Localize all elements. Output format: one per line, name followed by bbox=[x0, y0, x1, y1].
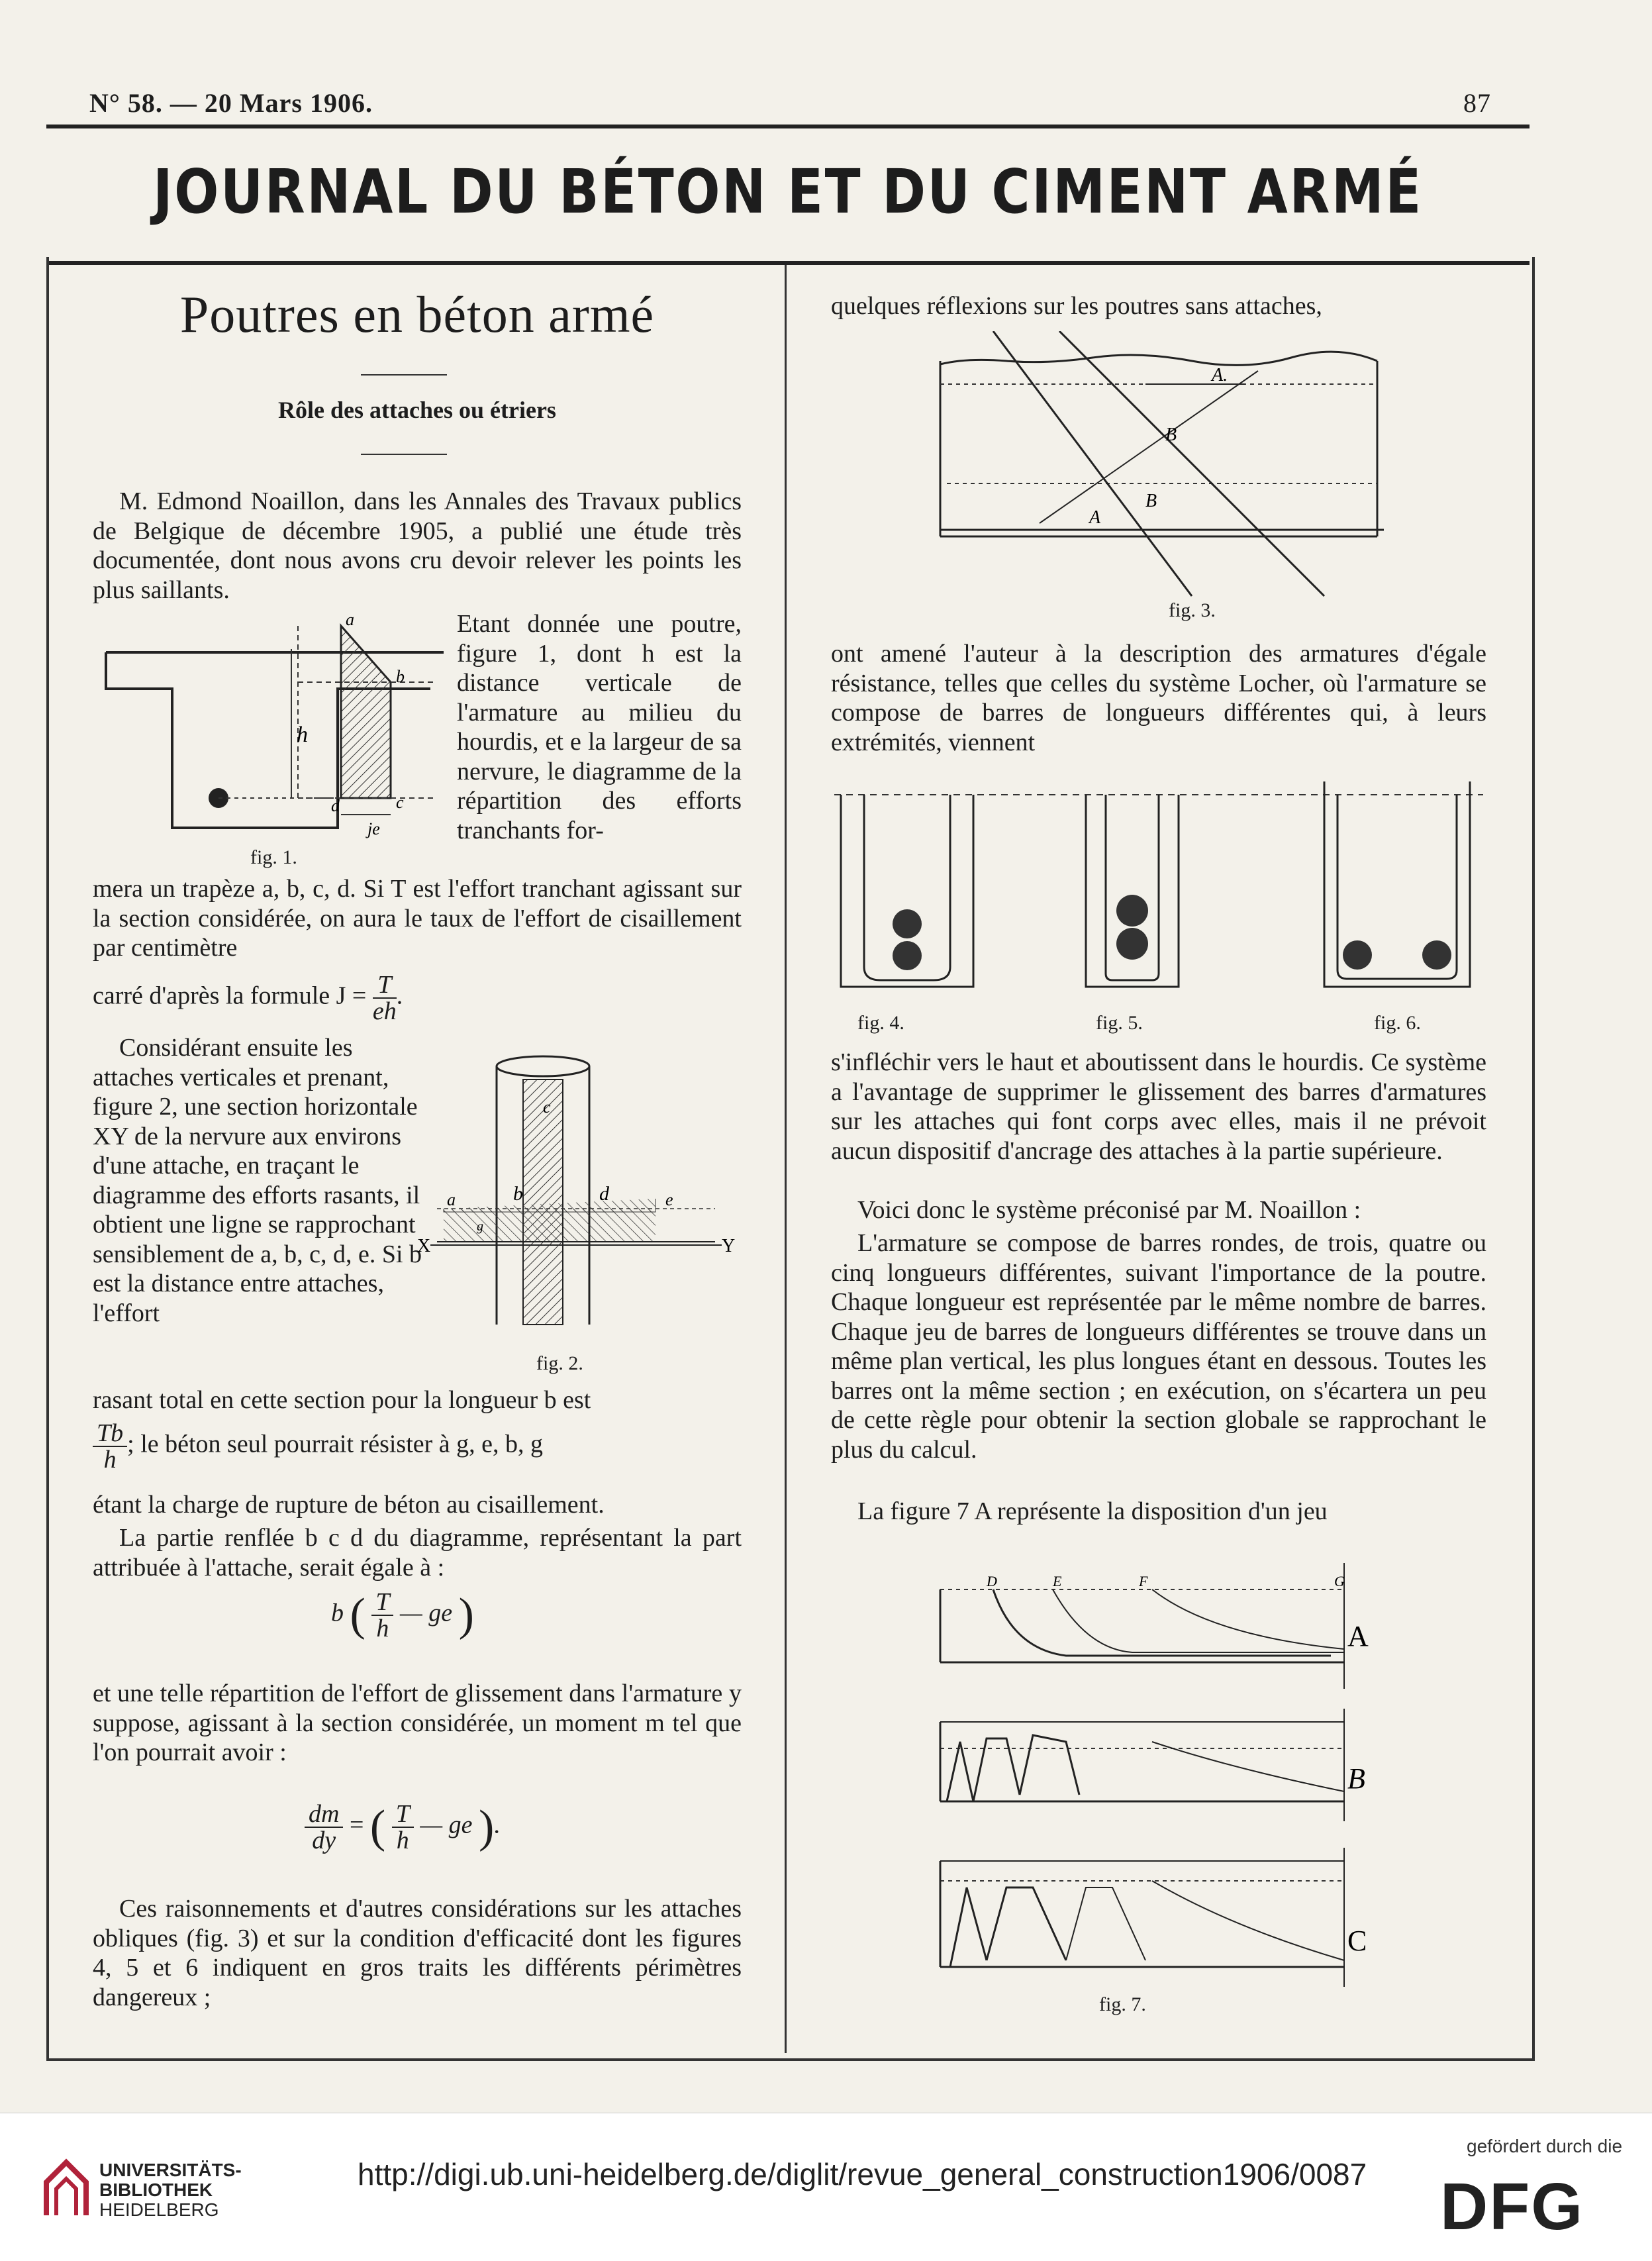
formula-moment-denominator: h bbox=[396, 1827, 409, 1854]
figure-2-diagram bbox=[411, 1046, 742, 1338]
formula-Tb-numerator: Tb bbox=[93, 1421, 127, 1447]
formula-moment: $\frac{dm}{dy}$ = ( $\frac{T}{h}$ — ge ). bbox=[305, 1801, 636, 1853]
formula-part-suffix: — ge bbox=[399, 1599, 453, 1627]
fig2-label-a: a bbox=[447, 1190, 456, 1209]
figures-4-5-6-diagram bbox=[834, 768, 1483, 1007]
article-title: Poutres en béton armé bbox=[179, 285, 655, 343]
journal-title: JOURNAL DU BÉTON ET DU CIMENT ARMÉ bbox=[153, 156, 1423, 227]
left-paragraph-3a: Considérant ensuite les attaches verticales et prenant, figure 2, une section horizontale XY de la nervure aux environs d'une attache, en traçant le diagramme des efforts rasants, il obtient une ligne se rapprochant sensiblement de a, b, c, d, e. Si b est la distance entre attaches, l'effort bbox=[93, 1034, 422, 1327]
fig1-label-c: c bbox=[396, 793, 404, 812]
fig7-label-A: A bbox=[1347, 1620, 1369, 1652]
fig1-label-b: b bbox=[396, 667, 405, 686]
fig2-label-X: X bbox=[417, 1236, 431, 1256]
right-paragraph-6: La figure 7 A représente la disposition d'un jeu bbox=[857, 1497, 1328, 1525]
subtitle-rule bbox=[361, 454, 447, 455]
right-paragraph-2: ont amené l'auteur à la description des armatures d'égale résistance, telles que celles du système Locher, où l'armature se compose de barres de longueurs différentes qui, à leurs extrémités, viennent bbox=[831, 640, 1486, 756]
fig1-caption: fig. 1. bbox=[250, 846, 297, 868]
figure-1-diagram bbox=[99, 616, 444, 854]
left-paragraph-3b: rasant total en cette section pour la longueur b est bbox=[93, 1386, 591, 1414]
library-line-1: UNIVERSITÄTS- bbox=[99, 2160, 242, 2180]
library-line-3: HEIDELBERG bbox=[99, 2199, 219, 2220]
fig7-caption: fig. 7. bbox=[1099, 1993, 1146, 2015]
left-paragraph-5: et une telle répartition de l'effort de glissement dans l'armature y suppose, agissant à la section considérée, un moment m tel que l'on pourrait avoir : bbox=[93, 1680, 742, 1766]
left-paragraph-1: M. Edmond Noaillon, dans les Annales des Travaux publics de Belgique de décembre 1905, a publié une étude très documentée, dont nous avons cru devoir relever les points les plus saillants. bbox=[93, 487, 742, 604]
fig3-label-A-top: A. bbox=[1212, 365, 1228, 385]
fig1-label-je: je bbox=[367, 819, 380, 838]
fig5-caption: fig. 5. bbox=[1096, 1012, 1143, 1034]
formula-moment-numerator: T bbox=[392, 1801, 414, 1828]
dfg-logo: DFG bbox=[1440, 2170, 1584, 2244]
formula-Tb-line bbox=[93, 1421, 742, 1472]
fig7-label-D: D bbox=[987, 1573, 997, 1589]
formula-J-denominator: eh bbox=[372, 997, 397, 1025]
funded-by-text: gefördert durch die bbox=[1467, 2136, 1623, 2156]
left-paragraph-2b: mera un trapèze a, b, c, d. Si T est l'effort tranchant agissant sur la section considérée, on aura le taux de l'effort de cisaillement par centimètre bbox=[93, 875, 742, 962]
fig3-caption: fig. 3. bbox=[1169, 599, 1216, 621]
formula-part-attache: b ( $\frac{T}{h}$ — ge ) bbox=[331, 1588, 474, 1642]
fig3-label-A-bottom: A bbox=[1089, 507, 1101, 528]
formula-part-prefix: b bbox=[331, 1599, 344, 1627]
figure-3-diagram bbox=[927, 331, 1390, 609]
source-url[interactable]: http://digi.ub.uni-heidelberg.de/diglit/revue_general_construction1906/0087 bbox=[358, 2157, 1367, 2191]
fig7-label-F: F bbox=[1139, 1573, 1148, 1589]
fig7-label-G: G bbox=[1334, 1573, 1345, 1589]
article-subtitle: Rôle des attaches ou étriers bbox=[278, 397, 556, 423]
formula-J-line: carré d'après la formule J = $\frac{T}{eh}$ . bbox=[93, 971, 403, 1025]
fig2-caption: fig. 2. bbox=[536, 1352, 583, 1374]
formula-Tb-denominator: h bbox=[103, 1446, 117, 1474]
fig4-caption: fig. 4. bbox=[857, 1012, 904, 1034]
left-paragraph-2a: Etant donnée une poutre, figure 1, dont h est la distance verticale de l'armature au milieu du hourdis, et e la largeur de sa nervure, le diagramme de la répartition des efforts tranchants for- bbox=[457, 610, 742, 844]
formula-dm-denominator: dy bbox=[312, 1827, 336, 1854]
fig6-caption: fig. 6. bbox=[1374, 1012, 1421, 1034]
formula-part-fraction bbox=[371, 1589, 393, 1641]
formula-dm-fraction bbox=[305, 1801, 343, 1853]
library-logo-icon bbox=[40, 2156, 93, 2222]
left-paragraph-3c: ; le béton seul pourrait résister à g, e, b, g bbox=[127, 1430, 544, 1458]
fig2-label-e: e bbox=[665, 1190, 673, 1209]
formula-J-numerator: T bbox=[373, 972, 397, 999]
right-paragraph-1: quelques réflexions sur les poutres sans attaches, bbox=[831, 292, 1322, 320]
left-paragraph-6: Ces raisonnements et d'autres considérations sur les attaches obliques (fig. 3) et sur la condition d'efficacité dont les figures 4, 5 et 6 indiquent en gros traits les différents périmètres dangereux ; bbox=[93, 1895, 742, 2011]
right-paragraph-4: Voici donc le système préconisé par M. Noaillon : bbox=[857, 1196, 1361, 1224]
library-line-2: BIBLIOTHEK bbox=[99, 2180, 213, 2200]
formula-moment-suffix: — ge bbox=[420, 1811, 473, 1839]
fig2-label-c: c bbox=[543, 1097, 551, 1117]
formula-part-denominator: h bbox=[376, 1615, 389, 1642]
page-number: 87 bbox=[1463, 88, 1491, 118]
formula-J-text: carré d'après la formule J = bbox=[93, 981, 367, 1010]
fig3-label-B-upper: B bbox=[1165, 425, 1177, 445]
fig3-label-B-lower: B bbox=[1145, 491, 1157, 511]
figure-7-diagram bbox=[934, 1556, 1384, 2007]
formula-Tb-fraction bbox=[93, 1421, 127, 1472]
library-name bbox=[99, 2160, 242, 2220]
right-paragraph-3: s'infléchir vers le haut et aboutissent dans le hourdis. Ce système a l'avantage de supprimer le glissement des barres d'armatures sur les attaches qui font corps avec elles, mais il ne prévoit aucun dispositif d'ancrage des attaches à la partie supérieure. bbox=[831, 1048, 1486, 1165]
fig7-label-C: C bbox=[1347, 1925, 1367, 1957]
fig2-label-b: b bbox=[513, 1183, 523, 1205]
formula-dm-numerator: dm bbox=[305, 1801, 343, 1828]
formula-part-numerator: T bbox=[371, 1589, 393, 1616]
fig1-label-d: d bbox=[331, 796, 340, 815]
masthead bbox=[46, 125, 1530, 265]
left-paragraph-3d: étant la charge de rupture de béton au cisaillement. bbox=[93, 1491, 605, 1519]
fig7-label-E: E bbox=[1053, 1573, 1062, 1589]
fig1-label-h: h bbox=[297, 723, 308, 747]
issue-date: N° 58. — 20 Mars 1906. bbox=[89, 88, 373, 118]
fig1-label-a: a bbox=[346, 616, 354, 629]
left-paragraph-4: La partie renflée b c d du diagramme, représentant la part attribuée à l'attache, serait égale à : bbox=[93, 1524, 742, 1582]
fig2-label-g: g bbox=[477, 1219, 483, 1234]
title-rule bbox=[361, 374, 447, 376]
formula-J-fraction bbox=[373, 972, 397, 1024]
formula-moment-fraction bbox=[392, 1801, 414, 1853]
right-paragraph-5: L'armature se compose de barres rondes, de trois, quatre ou cinq longueurs différentes, suivant l'importance de la poutre. Chaque longueur est représentée par le même nombre de barres. Chaque jeu de barres de longueurs différentes se trouve dans un même plan vertical, les plus longues étant en dessous. Toutes les barres ont la même section ; en exécution, on s'écartera un peu de cette règle pour obtenir la section globale se rapprochant le plus du calcul. bbox=[831, 1229, 1486, 1464]
fig7-label-B: B bbox=[1347, 1762, 1365, 1795]
column-divider bbox=[785, 265, 787, 2053]
fig2-label-d: d bbox=[599, 1183, 609, 1205]
fig2-label-Y: Y bbox=[722, 1236, 736, 1256]
